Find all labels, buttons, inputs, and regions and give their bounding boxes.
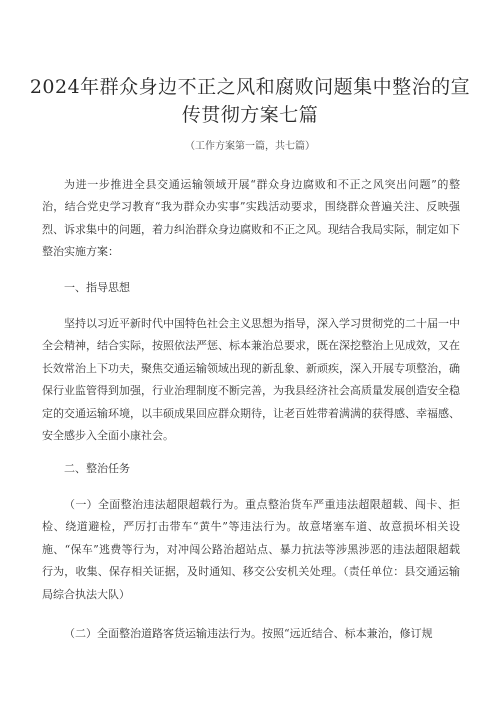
document-subtitle: （工作方案第一篇，共七篇） (185, 141, 315, 152)
task-1-paragraph: （一）全面整治违法超限超载行为。重点整治货车严重违法超限超载、闯卡、拒检、绕道避检，严厉打击带车“黄牛”等违法行为。故意堵塞车道、故意损坏相关设施、“保车”逃费等行为，对冲闯公路治超站点、暴力抗法等涉黑涉恶的违法超限超载行为，收集、保存相关证据，及时通知、移交公安机关处理。（责任单位：县交通运输局综合执法大队） (42, 498, 460, 601)
document-title-line-2: 传贯彻方案七篇 (181, 104, 319, 126)
intro-paragraph: 为进一步推进全县交通运输领域开展“群众身边腐败和不正之风突出问题”的整治，结合党史学习教育“我为群众办实事”实践活动要求，围绕群众普遍关注、反映强烈、诉求集中的问题，着力纠治群众身边腐败和不正之风。现结合我局实际，制定如下整治实施方案： (42, 178, 460, 259)
section-heading-guiding-ideology: 一、指导思想 (64, 281, 130, 294)
document-title-line-1: 2024年群众身边不正之风和腐败问题集中整治的宣 (29, 76, 471, 98)
task-2-paragraph: （二）全面整治道路客货运输违法行为。按照“远近结合、标本兼治，修订规 (64, 627, 433, 640)
section-heading-tasks: 二、整治任务 (64, 462, 130, 475)
document-title (20, 73, 480, 129)
guiding-ideology-paragraph: 坚持以习近平新时代中国特色社会主义思想为指导，深入学习贯彻党的二十届一中全会精神，结合实际，按照依法严惩、标本兼治总要求，既在深挖整治上见成效，又在长效常治上下功夫，聚焦交通运输领域出现的新乱象、新顽疾，深入开展专项整治，确保行业监管得到加强，行业治理制度不断完善，为我县经济社会高质量发展创造安全稳定的交通运输环境，以丰硕成果回应群众期待，让老百姓带着满满的获得感、幸福感、安全感步入全面小康社会。 (42, 317, 460, 443)
